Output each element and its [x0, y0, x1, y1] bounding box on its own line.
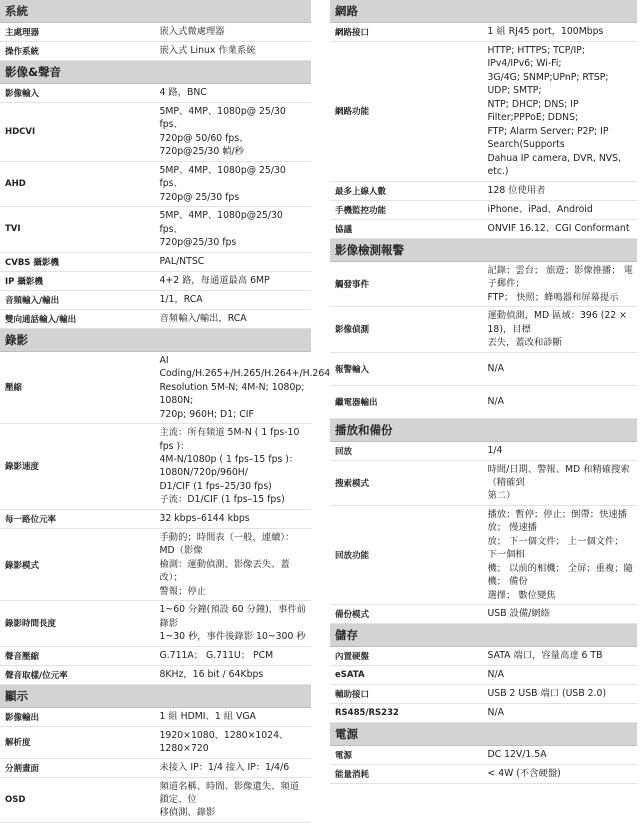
- spec-row-power-consumption: 能量消耗 < 4W (不含硬盤): [330, 765, 637, 784]
- section-header-video-alarm: 影像檢測報警: [330, 238, 637, 261]
- spec-row-main-processor: 主處理器 嵌入式微處理器: [0, 23, 311, 42]
- spec-row-playback: 回放 1/4: [330, 441, 637, 460]
- spec-row-alarm-input: 報警輸入 N/A: [330, 352, 637, 385]
- spec-row-video-input: 影像輸入 4 路，BNC: [0, 84, 311, 103]
- spec-row-protocol: 協議 ONVIF 16.12、CGI Conformant: [330, 219, 637, 238]
- spec-row-network-port: 網路接口 1 組 RJ45 port，100Mbps: [330, 23, 637, 42]
- spec-row-max-users: 最多上線人數 128 位使用者: [330, 181, 637, 200]
- right-column: [330, 0, 637, 784]
- spec-row-split-screen: 分割畫面 未接入 IP：1/4 接入 IP：1/4/6: [0, 758, 311, 777]
- spec-row-mobile-monitoring: 手機監控功能 iPhone、iPad、Android: [330, 200, 637, 219]
- spec-row-rs485-rs232: RS485/RS232 N/A: [330, 704, 637, 723]
- spec-row-ahd: AHD 5MP、4MP、1080p@ 25/30 fps、 720p@ 25/30 fps: [0, 161, 311, 206]
- spec-row-search-mode: 搜索模式 時間/日期、警報、MD 和精確搜索（精確到 第二）: [330, 460, 637, 505]
- spec-row-compression: 壓縮 AI Coding/H.265+/H.265/H.264+/H.264 Resolution 5M-N; 4M-N; 1080p; 1080N; 720p; 960H; D1; CIF: [0, 351, 311, 423]
- spec-row-network-functions: 網路功能 HTTP; HTTPS; TCP/IP; IPv4/IPv6; Wi-Fi; 3G/4G; SNMP;UPnP; RTSP; UDP; SMTP; NTP; DHCP; DNS; IP Filter;PPPoE; DDNS; FTP; Alarm Server; P2P; IP Search(Supports Dahua IP camera, DVR, NVS, etc.): [330, 42, 637, 182]
- spec-row-bitrate: 每一路位元率 32 kbps–6144 kbps: [0, 509, 311, 528]
- spec-row-record-rate: 錄影速度 主流：所有頻道 5M-N ( 1 fps-10 fps )： 4M-N/1080p ( 1 fps–15 fps )： 1080N/720p/960H/ D1/CIF (1 fps–25/30 fps) 子流：D1/CIF (1 fps–15 fps): [0, 424, 311, 510]
- spec-row-playback-functions: 回放功能 播放；暫停；停止；倒帶；快速播放； 慢速播 放； 下一個文件； 上一個文件； 下一個相 機； 以前的相機； 全屏；重複；隨機； 備份 選擇； 數位變焦: [330, 505, 637, 604]
- spec-row-power-supply: 電源 DC 12V/1.5A: [330, 746, 637, 765]
- spec-row-audio-sampling: 聲音取樣/位元率 8KHz，16 bit / 64Kbps: [0, 665, 311, 684]
- spec-row-record-mode: 錄影模式 手動的；時間表（一般，連續）： MD（影像 檢測：運動偵測、影像丟失、蓋改）； 警報；停止: [0, 528, 311, 600]
- spec-row-osd: OSD 頻道名稱、時間、影像遺失、頻道鎖定、位 移偵測、錄影: [0, 777, 311, 822]
- spec-row-resolution: 解析度 1920×1080、1280×1024、1280×720: [0, 726, 311, 758]
- spec-row-audio-compression: 聲音壓縮 G.711A； G.711U； PCM: [0, 646, 311, 665]
- section-header-network: 網路: [330, 0, 637, 23]
- spec-row-tvi: TVI 5MP、4MP、1080p@25/30 fps、 720p@25/30 fps: [0, 207, 311, 252]
- section-header-storage: 儲存: [330, 624, 637, 647]
- spec-row-cvbs: CVBS 攝影機 PAL/NTSC: [0, 252, 311, 271]
- spec-row-trigger-events: 觸發事件 記錄；雲台； 旅遊；影像推播； 電子郵件； FTP； 快照；蜂鳴器和屏幕提示: [330, 261, 637, 306]
- spec-row-video-output: 影像輸出 1 組 HDMI、1 組 VGA: [0, 707, 311, 726]
- spec-row-hdcvi: HDCVI 5MP、4MP、1080p@ 25/30 fps、 720p@ 50/60 fps、720p@25/30 幀/秒: [0, 103, 311, 162]
- spec-row-record-interval: 錄影時間長度 1~60 分鐘(預設 60 分鐘)，事件前錄影 1~30 秒，事件後錄影 10~300 秒: [0, 601, 311, 646]
- section-header-recording: 錄影: [0, 328, 311, 351]
- spec-row-esata: eSATA N/A: [330, 666, 637, 685]
- spec-row-relay-output: 繼電器輸出 N/A: [330, 385, 637, 418]
- section-header-video-audio: 影像&聲音: [0, 61, 311, 84]
- spec-row-internal-hdd: 內置硬盤 SATA 端口，容量高達 6 TB: [330, 647, 637, 666]
- spec-row-two-way-talk: 雙向通話輸入/輸出 音頻輸入/輸出，RCA: [0, 309, 311, 328]
- spec-row-ip-camera: IP 攝影機 4+2 路，每通道最高 6MP: [0, 271, 311, 290]
- section-header-system: 系統: [0, 0, 311, 23]
- spec-table-right: [330, 0, 637, 784]
- spec-row-aux-interface: 輔助接口 USB 2 USB 端口 (USB 2.0): [330, 685, 637, 704]
- spec-row-backup-mode: 備份模式 USB 設備/網絡: [330, 605, 637, 624]
- section-header-display: 顯示: [0, 684, 311, 707]
- spec-row-video-detection: 影像偵測 運動偵測，MD 區域：396 (22 × 18)，目標 丟失，蓋改和診斷: [330, 307, 637, 352]
- section-header-playback-backup: 播放和備份: [330, 418, 637, 441]
- spec-row-os: 操作系統 嵌入式 Linux 作業系統: [0, 42, 311, 61]
- section-header-power: 電源: [330, 723, 637, 746]
- spec-row-audio-io: 音頻輸入/輸出 1/1，RCA: [0, 290, 311, 309]
